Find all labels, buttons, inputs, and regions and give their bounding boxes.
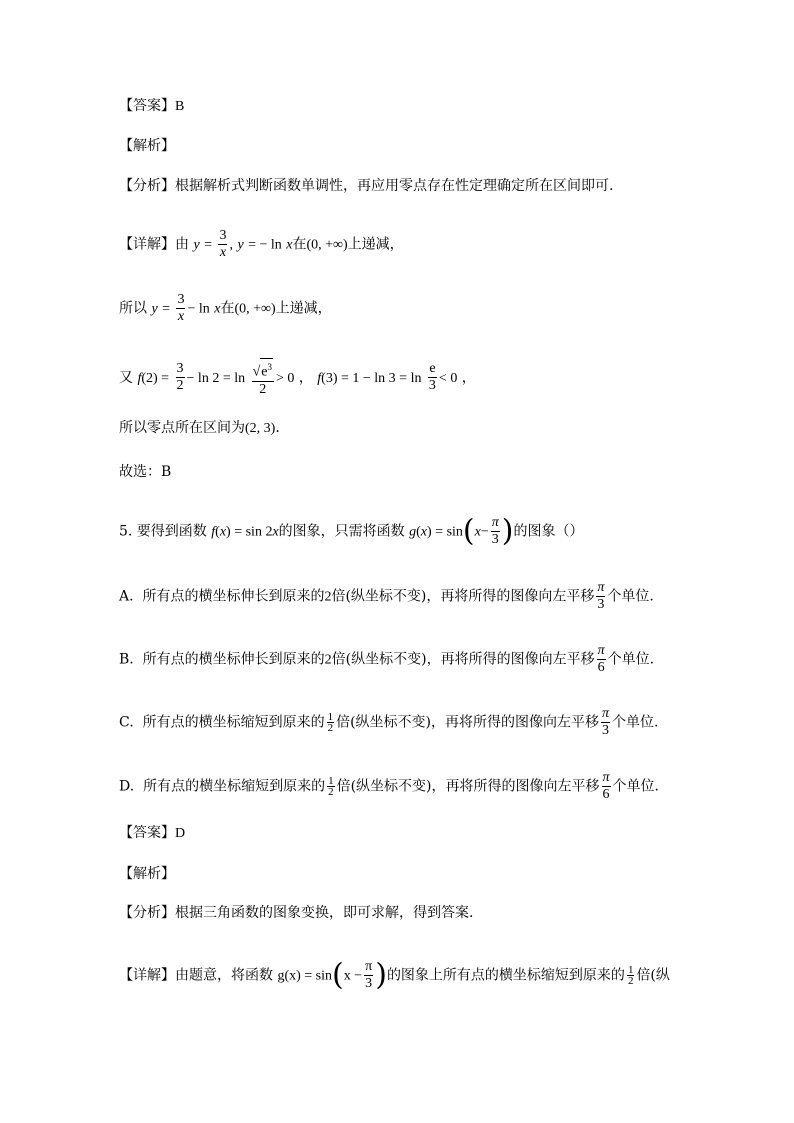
question-5-text-b: 的图象，只需将函数 — [278, 523, 405, 540]
fraction-pi-over-3: $\frac{\pi}{3}$ — [491, 515, 499, 547]
detail-label: 【详解】 — [119, 967, 175, 984]
detail-text-a: 由 — [175, 236, 189, 253]
detail-text-dec: 上递减， — [275, 300, 332, 317]
answer-label: 【答案】 — [119, 825, 175, 841]
option-b[interactable] — [119, 643, 654, 676]
option-text-pre: 所有点的横坐标伸长到原来的 — [142, 588, 325, 605]
analysis-label: 【分析】 — [119, 178, 175, 194]
question-5-text-c: 的图象（） — [513, 523, 584, 540]
detail-label: 【详解】 — [119, 236, 175, 253]
answer-label: 【答案】 — [119, 98, 175, 114]
analysis-heading-2: 【解析】 — [119, 866, 175, 882]
fraction-one-half: $\frac{1}{2}$ — [327, 711, 334, 734]
option-text-mid: 倍(纵坐标不变)，再将所得的图像向左平移 — [331, 588, 595, 605]
option-letter: A. — [119, 588, 134, 605]
fraction-pi-over-den: $\frac{\pi}{3}$ — [597, 580, 605, 612]
option-factor: 2 — [324, 589, 332, 605]
fraction-pi-over-den: $\frac{\pi}{3}$ — [602, 706, 610, 738]
detail-text-c: 上递减， — [347, 236, 404, 253]
option-a[interactable] — [119, 580, 654, 613]
detail-line-5: 【详解】由题意，将函数 g(x) = sin(x − $\frac{\pi}{3}$ )的图象上所有点的横坐标缩短到原来的 $\frac{1}{2}$ 倍(纵 — [119, 957, 670, 993]
detail-line-1: 【详解】由 y = $\frac{3}{x}$ , y = − ln x在(0, +∞)上递减， — [119, 228, 404, 260]
detail-text-so: 所以 — [119, 300, 147, 317]
analysis-text: 根据解析式判断函数单调性，再应用零点存在性定理确定所在区间即可. — [175, 178, 614, 194]
choice-line-1: 故选：B — [119, 464, 172, 480]
formula-y-eq: y — [193, 237, 200, 253]
option-text-mid: 倍(纵坐标不变)，再将所得的图像向左平移 — [336, 778, 600, 795]
detail-line-3: 又 f(2) = $\frac{3}{2}$ − ln 2 = ln $\frac{√e^3}{2}$ > 0 ， f(3) = 1 − ln 3 = ln $\frac{e}{3}$ < 0 ， — [119, 358, 476, 398]
answer-line-2 — [119, 823, 185, 844]
option-text-mid: 倍(纵坐标不变)，再将所得的图像向左平移 — [336, 714, 600, 731]
detail-text-b: 在 — [292, 236, 307, 253]
fraction-pi-over-3-b: $\frac{\pi}{3}$ — [365, 959, 373, 991]
detail-line-4: 所以零点所在区间为(2, 3). — [119, 420, 280, 436]
question-5: 5. 要得到函数 f(x) = sin 2x的图象，只需将函数 g(x) = sin(x− $\frac{\pi}{3}$ )的图象（） — [119, 513, 584, 549]
analysis-text: 根据三角函数的图象变换，即可求解，得到答案. — [175, 905, 474, 921]
analysis-label: 【分析】 — [119, 905, 175, 921]
fraction-3-over-2: $\frac{3}{2}$ — [176, 361, 184, 394]
fraction-sqrt-e3-over-2: $\frac{√e^3}{2}$ — [252, 358, 274, 398]
option-factor: 2 — [324, 652, 332, 668]
option-d[interactable] — [119, 770, 659, 803]
option-text-pre: 所有点的横坐标伸长到原来的 — [142, 651, 325, 668]
detail-line-2: 所以 y = $\frac{3}{x}$ − ln x在(0, +∞)上递减， — [119, 292, 332, 324]
option-text-mid: 倍(纵坐标不变)，再将所得的图像向左平移 — [331, 651, 595, 668]
fraction-pi-over-den: $\frac{\pi}{6}$ — [597, 643, 605, 675]
detail-text-also: 又 — [119, 369, 133, 386]
zero-interval-text: 所以零点所在区间为 — [119, 420, 245, 436]
option-text-post: 个单位. — [607, 651, 655, 668]
question-5-text: 5. 要得到函数 — [119, 523, 207, 540]
option-letter: B. — [119, 651, 134, 668]
option-text-post: 个单位. — [607, 588, 654, 605]
answer-line-1 — [119, 96, 184, 117]
option-text-post: 个单位. — [612, 778, 659, 795]
detail-text-b: 的图象上所有点的横坐标缩短到原来的 — [386, 967, 625, 984]
answer-value: D — [175, 826, 186, 841]
detail-text-in: 在 — [220, 300, 235, 317]
option-text-pre: 所有点的横坐标缩短到原来的 — [142, 714, 325, 731]
fraction-3-over-x-2: $\frac{3}{x}$ — [177, 292, 185, 324]
option-text-post: 个单位. — [612, 714, 659, 731]
fraction-3-over-x: $\frac{3}{x}$ — [219, 228, 227, 260]
detail-text-c: 倍(纵 — [636, 967, 670, 984]
fraction-e-over-3: $\frac{e}{3}$ — [428, 361, 436, 394]
analysis-summary-2 — [119, 903, 473, 923]
option-letter: D. — [119, 778, 135, 795]
analysis-heading-1: 【解析】 — [119, 138, 175, 154]
option-c[interactable] — [119, 706, 658, 739]
detail-text-a: 由题意，将函数 — [175, 967, 273, 984]
analysis-summary-1 — [119, 176, 613, 196]
option-letter: C. — [119, 714, 134, 731]
fraction-one-half-b: $\frac{1}{2}$ — [627, 964, 634, 987]
fraction-pi-over-den: $\frac{\pi}{6}$ — [602, 770, 610, 802]
option-text-pre: 所有点的横坐标缩短到原来的 — [143, 778, 326, 795]
fraction-one-half: $\frac{1}{2}$ — [328, 775, 334, 798]
answer-value: B — [175, 99, 185, 114]
